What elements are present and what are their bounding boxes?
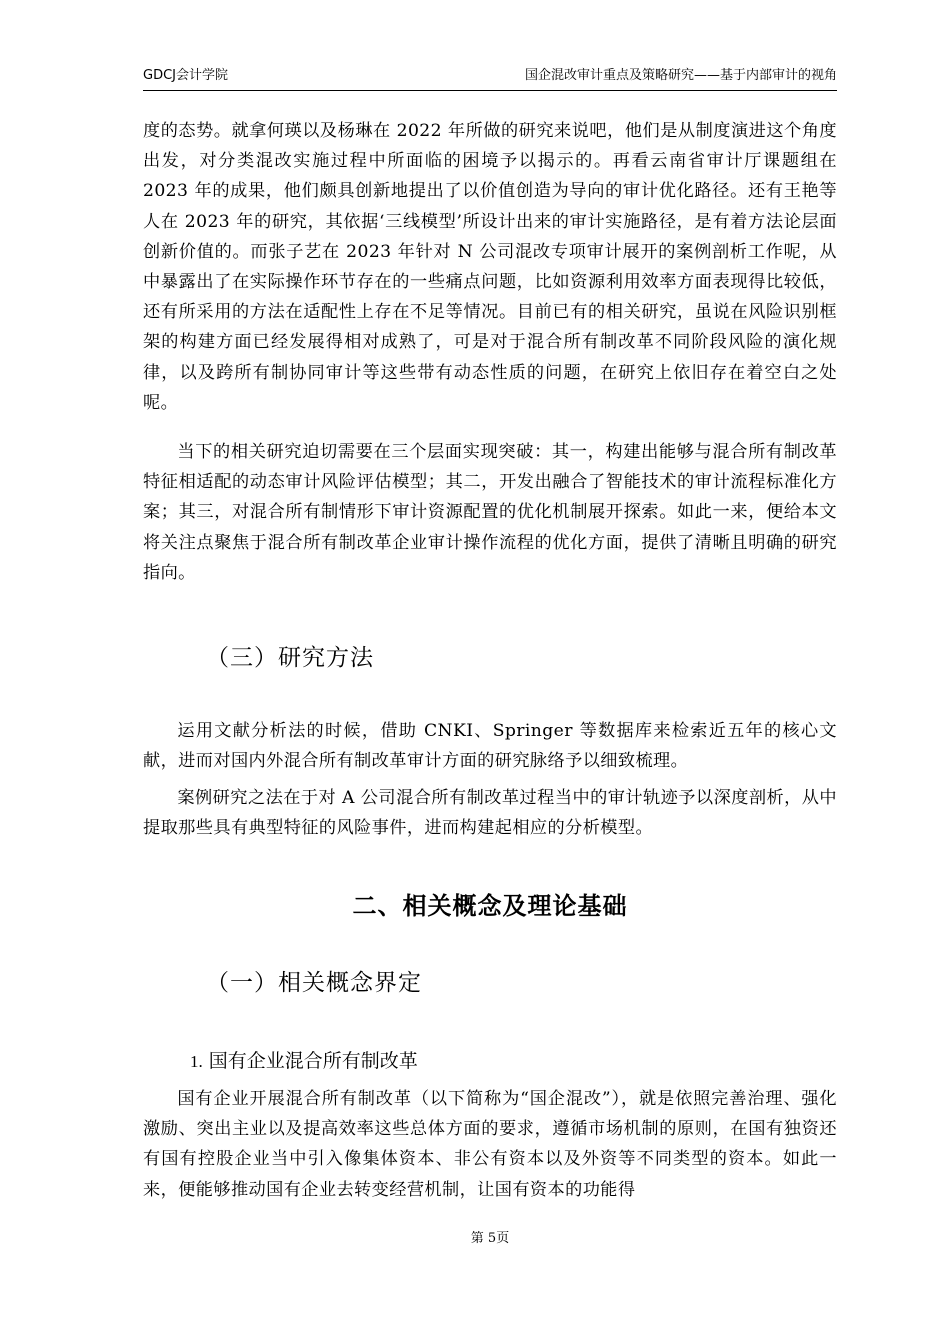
paragraph-research-gaps: 当下的相关研究迫切需要在三个层面实现突破：其一，构建出能够与混合所有制改革特征相适配的动态审计风险评估模型；其二，开发出融合了智能技术的审计流程标准化方案；其三，对混合所有制情形下审计资源配置的优化机制展开探索。如此一来，便给本文将关注点聚焦于混合所有制改革企业审计操作流程的优化方面，提供了清晰且明确的研究指向。 <box>143 442 837 583</box>
paragraph-case-study-method: 案例研究之法在于对 A 公司混合所有制改革过程当中的审计轨迹予以深度剖析，从中提取那些具有典型特征的风险事件，进而构建起相应的分析模型。 <box>143 788 837 839</box>
subsection-heading-soe-mixed-ownership <box>190 1048 418 1075</box>
page-number: 第 5页 <box>470 1231 510 1246</box>
running-header <box>143 68 837 91</box>
paragraph-literature-review-continued: 度的态势。就拿何瑛以及杨琳在 2022 年所做的研究来说吧，他们是从制度演进这个角度出发，对分类混改实施过程中所面临的困境予以揭示的。再看云南省审计厅课题组在 2023 年的成果，他们颇具创新地提出了以价值创造为导向的审计优化路径。还有王艳等人在 2023 年的研究，其依据‘三线模型’所设计出来的审计实施路径，是有着方法论层面创新价值的。而张子艺在 2023 年针对 N 公司混改专项审计展开的案例剖析工作呢，从中暴露出了在实际操作环节存在的一些痛点问题，比如资源利用效率方面表现得比较低，还有所采用的方法在适配性上存在不足等情况。目前已有的相关研究，虽说在风险识别框架的构建方面已经发展得相对成熟了，可是对于混合所有制改革不同阶段风险的演化规律，以及跨所有制协同审计等这些带有动态性质的问题，在研究上依旧存在着空白之处呢。 <box>143 121 837 413</box>
header-paper-title: 国企混改审计重点及策略研究——基于内部审计的视角 <box>524 68 837 83</box>
subsection-title: 国有企业混合所有制改革 <box>208 1050 418 1072</box>
paragraph-soe-mixed-ownership-definition: 国有企业开展混合所有制改革（以下简称为“国企混改”），就是依照完善治理、强化激励、突出主业以及提高效率这些总体方面的要求，遵循市场机制的原则，在国有独资还有国有控股企业当中引入像集体资本、非公有资本以及外资等不同类型的资本。如此一来，便能够推动国有企业去转变经营机制，让国有资本的功能得 <box>143 1089 837 1200</box>
section-heading-research-methods: （三）研究方法 <box>206 645 374 671</box>
chapter-heading-concepts-and-theory: 二、相关概念及理论基础 <box>352 892 628 920</box>
section-heading-concept-definition: （一）相关概念界定 <box>206 970 422 996</box>
subsection-number: 1. <box>190 1052 203 1071</box>
paragraph-literature-analysis-method: 运用文献分析法的时候，借助 CNKI、Springer 等数据库来检索近五年的核心文献，进而对国内外混合所有制改革审计方面的研究脉络予以细致梳理。 <box>143 721 837 772</box>
header-institution: GDCJ会计学院 <box>143 68 228 83</box>
